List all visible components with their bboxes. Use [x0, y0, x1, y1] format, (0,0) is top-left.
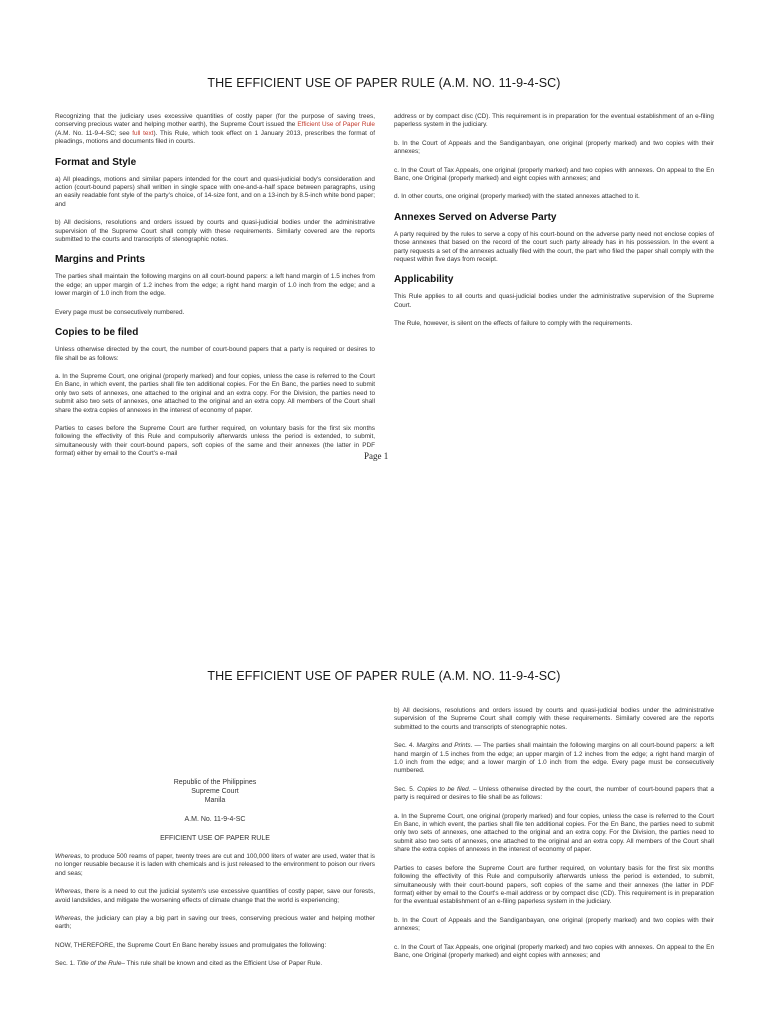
section-1-paragraph: Sec. 1. Title of the Rule– This rule shall be known and cited as the Efficient Use of Paper Rule.: [55, 960, 323, 968]
format-paragraph-b: b) All decisions, resolutions and orders issued by courts and quasi-judicial bodies under the administrative supervision of the Supreme Court shall comply with these requirements. Similarly covered are the reports submitted to the courts and transcripts of stenographic notes.: [55, 219, 375, 244]
margins-paragraph: The parties shall maintain the following margins on all court-bound papers: a left hand margin of 1.5 inches from the edge; an upper margin of 1.2 inches from the edge; a right hand margin of 1.0 inch from the edge; and a lower margin of 1.0 inch from the edge.: [55, 273, 375, 298]
am-number: A.M. No. 11-9-4-SC: [184, 816, 246, 823]
other-courts-paragraph: d. In other courts, one original (properly marked) with the stated annexes attached to it.: [394, 193, 640, 201]
rule-title: EFFICIENT USE OF PAPER RULE: [160, 835, 270, 842]
numbering-paragraph: Every page must be consecutively numbered.: [55, 308, 185, 316]
continuation-paragraph: address or by compact disc (CD). This requirement is in preparation for the eventual establishment of an e-filing paperless system in the judiciary.: [394, 113, 714, 129]
heading-margins-prints: Margins and Prints: [55, 254, 146, 266]
supreme-court-copies-paragraph: a. In the Supreme Court, one original (properly marked) and four copies, unless the case is referred to the Court En Banc, in which event, the parties shall file ten additional copies. For the En Banc, the parties need to submit only two sets of annexes, one attached to the original and an extra copy. For the Division, the parties need to submit also two sets of annexes, one attached to the original and an extra copy. All members of the Court shall share the extra copies of annexes in the interest of economy of paper.: [55, 372, 375, 414]
city-line: Manila: [204, 797, 226, 804]
whereas-paragraph-1: Whereas, to produce 500 reams of paper, twenty trees are cut and 100,000 liters of water are used, water that is no longer reusable because it is laden with chemicals and is just released to the environment to poison our rivers and seas;: [55, 853, 375, 877]
section-4-paragraph: Sec. 4. Margins and Prints. — The parties shall maintain the following margins on all court-bound papers: a left hand margin of 1.5 inches from the edge; an upper margin of 1.2 inches from the edge; a right hand margin of 1.0 inch from the edge; and a lower margin of 1.0 inch from the edge. Every page must be consecutively numbered.: [394, 742, 714, 775]
silent-effects-paragraph: The Rule, however, is silent on the effects of failure to comply with the requirements.: [394, 320, 633, 328]
decisions-paragraph: b) All decisions, resolutions and orders issued by courts and quasi-judicial bodies under the administrative supervision of the Supreme Court shall comply with these requirements. Similarly covered are the reports submitted to the courts and transcripts of stenographic notes.: [394, 707, 714, 731]
heading-copies: Copies to be filed: [55, 327, 139, 339]
heading-format-style: Format and Style: [55, 156, 137, 168]
whereas-paragraph-3: Whereas, the judiciary can play a big part in saving our trees, conserving precious water and helping mother earth;: [55, 915, 375, 931]
section-5-paragraph: Sec. 5. Copies to be filed. – Unless otherwise directed by the court, the number of court-bound papers that a party is required or desires to file shall be as follows:: [394, 785, 715, 802]
court-of-appeals-paragraph: b. In the Court of Appeals and the Sandiganbayan, one original (properly marked) and two copies with their annexes;: [394, 916, 714, 933]
supreme-court-copies-paragraph: a. In the Supreme Court, one original (properly marked) and four copies, unless the case is referred to the Court En Banc, in which event, the parties shall file ten additional copies. For the En Banc, the parties need to submit only two sets of annexes, one attached to the original and an extra copy. For the Division, the parties need to submit also two sets of annexes, one attached to the original and an extra copy. All members of the Court shall share the extra copies of annexes in the interest of economy of paper.: [394, 812, 714, 854]
right-column: [394, 113, 714, 339]
intro-paragraph: Recognizing that the judiciary uses excessive quantities of costly paper (for the purpose of saving trees, conserving precious water and helping mother earth), the Supreme Court issued the Efficient Use of Paper Rule (A.M. No. 11-9-4-SC; see full text). This Rule, which took effect on 1 January 2013, prescribes the format of pleadings, motions and documents filed in courts.: [55, 113, 375, 146]
heading-annexes: Annexes Served on Adverse Party: [394, 211, 557, 223]
tax-appeals-paragraph: c. In the Court of Tax Appeals, one original (properly marked) and two copies with annexes. On appeal to the En Banc, one Original (properly marked) and eight copies with annexes; and: [394, 166, 714, 183]
efficient-use-link[interactable]: Efficient Use of Paper Rule: [297, 121, 375, 129]
heading-applicability: Applicability: [394, 274, 454, 286]
page-title: THE EFFICIENT USE OF PAPER RULE (A.M. NO. 11-9-4-SC): [207, 669, 561, 683]
soft-copies-paragraph: Parties to cases before the Supreme Court are further required, on voluntary basis for the first six months following the effectivity of this Rule and compulsorily afterwards unless the period is extended, to submit, simultaneously with their court-bound papers, soft copies of the same and their annexes (the latter in PDF format) either by email to the Court's e-mail address or by compact disc (CD). This requirement is in preparation for the eventual establishment of an e-filing paperless system in the judiciary.: [394, 864, 714, 906]
soft-copies-paragraph: Parties to cases before the Supreme Court are further required, on voluntary basis for the first six months following the effectivity of this Rule and compulsorily afterwards unless the period is extended, to submit, simultaneously with their court-bound papers, soft copies of the same and their annexes (the latter in PDF format) either by email to the Court's e-mail: [55, 424, 375, 458]
annexes-paragraph: A party required by the rules to serve a copy of his court-bound on the adverse party need not enclose copies of those annexes that based on the record of the court such party already has in his possession. In the event a party requests a set of the annexes actually filed with the court, the part who filed the paper shall comply with the request within five days from receipt.: [394, 230, 714, 264]
page-title: THE EFFICIENT USE OF PAPER RULE (A.M. NO. 11-9-4-SC): [207, 76, 561, 90]
whereas-paragraph-2: Whereas, there is a need to cut the judicial system's use excessive quantities of costly paper, save our forests, avoid landslides, and mitigate the worsening effects of climate change that the world is experiencing;: [55, 888, 375, 904]
court-of-appeals-paragraph: b. In the Court of Appeals and the Sandiganbayan, one original (properly marked) and two copies with their annexes;: [394, 139, 714, 156]
tax-appeals-paragraph: c. In the Court of Tax Appeals, one original (properly marked) and two copies with annexes. On appeal to the En Banc, one Original (properly marked) and eight copies with annexes; and: [394, 943, 714, 959]
full-text-link[interactable]: full text: [132, 129, 154, 137]
now-therefore-paragraph: NOW, THEREFORE, the Supreme Court En Banc hereby issues and promulgates the following:: [55, 941, 327, 949]
court-line: Supreme Court: [191, 788, 239, 795]
left-column: [55, 113, 375, 469]
copies-intro-paragraph: Unless otherwise directed by the court, the number of court-bound papers that a party is required or desires to file shall be as follows:: [55, 346, 375, 362]
page-number: Page 1: [364, 451, 389, 461]
format-paragraph-a: a) All pleadings, motions and similar papers intended for the court and quasi-judicial body's consideration and action (court-bound papers) shall written in single space with one-and-a-half space between paragraphs, using an easily readable font style of the party's choice, of 14-size font, and on a 13-inch by 8.5-inch white bond paper; and: [55, 175, 375, 208]
left-column: [55, 778, 375, 979]
republic-line: Republic of the Philippines: [173, 779, 257, 786]
right-column: [394, 707, 714, 970]
applicability-paragraph: This Rule applies to all courts and quasi-judicial bodies under the administrative supervision of the Supreme Court.: [394, 293, 714, 309]
document-page-2: [0, 640, 768, 1024]
court-header: [55, 778, 375, 805]
